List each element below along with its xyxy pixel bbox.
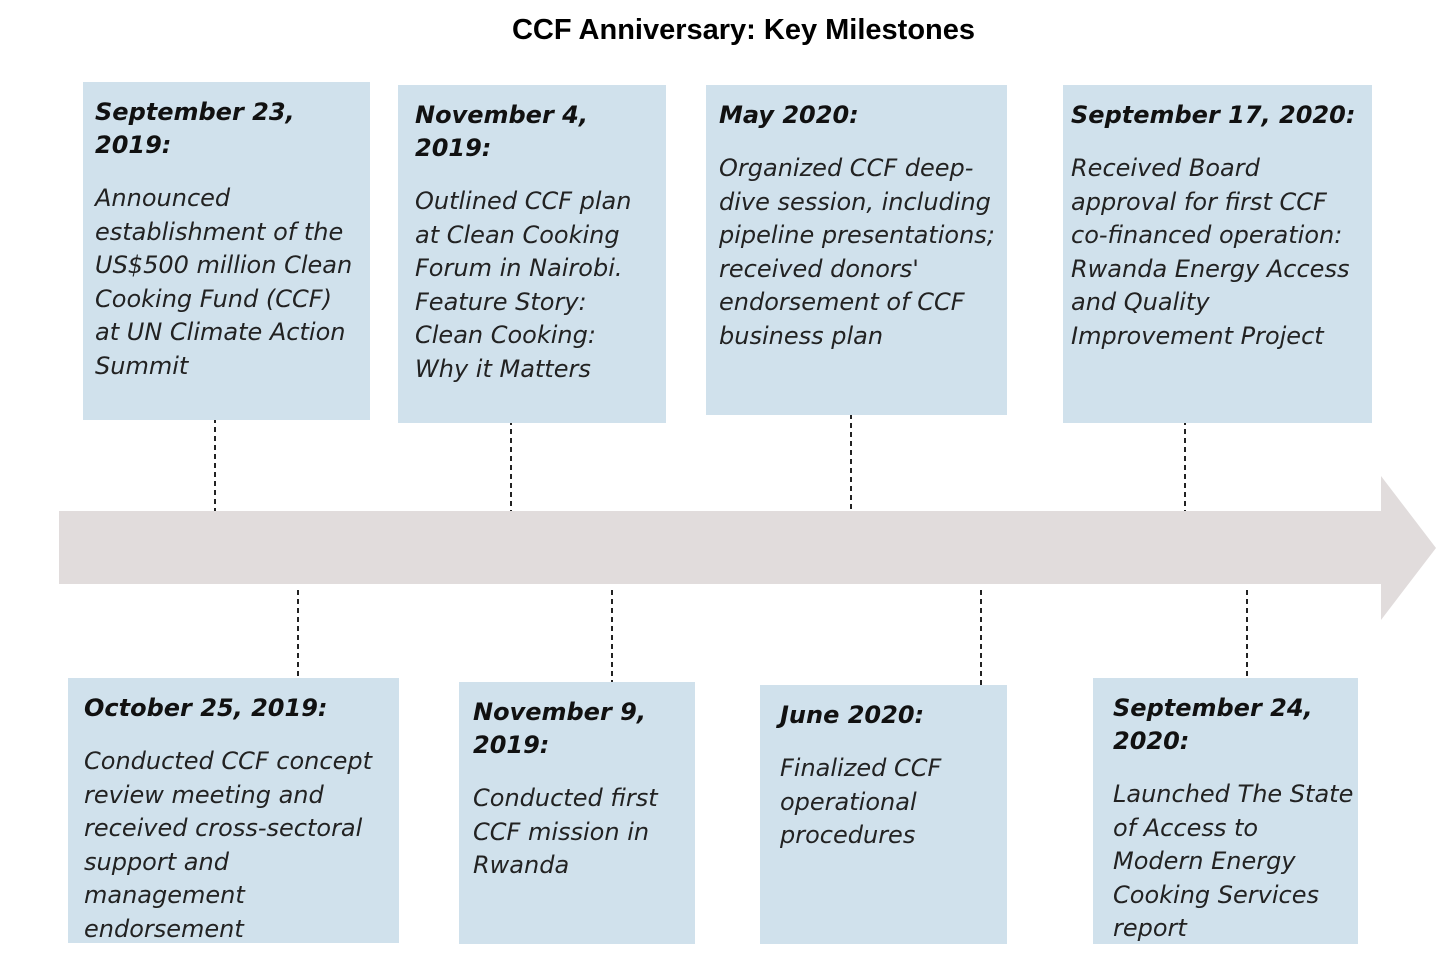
milestone-box-bottom-2 (459, 682, 695, 944)
milestone-date: May 2020: (719, 101, 859, 129)
milestone-box-top-2 (398, 85, 666, 423)
milestone-box-top-1 (83, 82, 370, 420)
milestone-box-bottom-3 (760, 685, 1007, 944)
milestone-date: September 24, 2020: (1113, 694, 1313, 755)
milestone-description: Conducted first CCF mission in Rwanda (473, 784, 658, 879)
milestone-date: November 9, 2019: (473, 698, 646, 759)
milestone-description: Conducted CCF concept review meeting and received cross-sectoral support and management endorsement (84, 747, 372, 943)
milestone-description: Announced establishment of the US$500 million Clean Cooking Fund (CCF) at UN Climate Action Summit (95, 184, 353, 380)
milestone-description: Outlined CCF plan at Clean Cooking Forum in Nairobi. Feature Story: Clean Cooking: Why it Matters (415, 187, 632, 383)
milestone-date: November 4, 2019: (415, 101, 588, 162)
milestone-date: June 2020: (780, 701, 925, 729)
milestone-description: Received Board approval for first CCF co-financed operation: Rwanda Energy Access and Quality Improvement Project (1071, 154, 1350, 350)
milestone-date: September 23, 2019: (95, 98, 295, 159)
milestone-box-top-3 (706, 85, 1007, 415)
milestone-description: Finalized CCF operational procedures (780, 754, 942, 849)
milestone-box-top-4 (1063, 85, 1372, 423)
timeline-arrow (59, 476, 1436, 620)
milestone-description: Organized CCF deep-dive session, including pipeline presentations; received donors' endorsement of CCF business plan (719, 154, 995, 350)
milestone-date: October 25, 2019: (84, 694, 328, 722)
milestone-description: Launched The State of Access to Modern Energy Cooking Services report (1113, 780, 1354, 942)
page-title: CCF Anniversary: Key Milestones (511, 14, 976, 46)
milestone-box-bottom-4 (1093, 678, 1358, 944)
milestone-date: September 17, 2020: (1071, 101, 1356, 129)
milestone-box-bottom-1 (68, 678, 399, 943)
